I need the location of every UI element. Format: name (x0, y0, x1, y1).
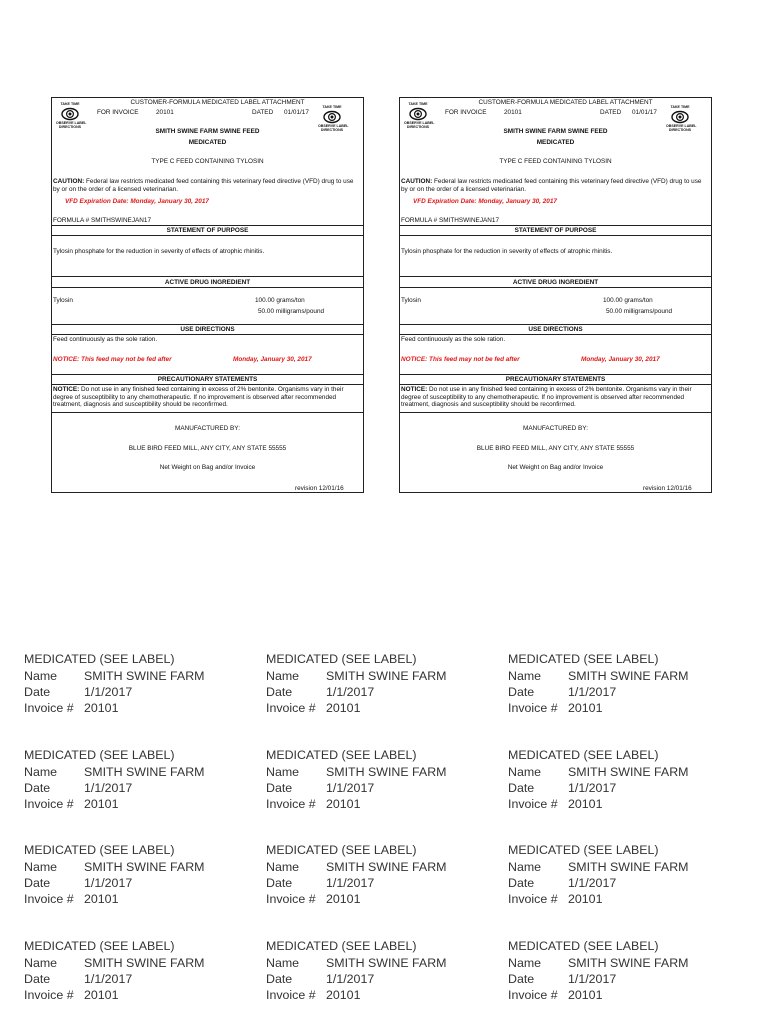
dose-grams: 100.00 grams/ton (603, 297, 653, 304)
revision: revision 12/01/16 (295, 485, 344, 492)
eye-icon (323, 110, 341, 124)
sticker-date-value: 1/1/2017 (326, 971, 375, 986)
sticker-name-value: SMITH SWINE FARM (84, 955, 205, 970)
dose-milligrams: 50.00 milligrams/pound (606, 308, 673, 315)
sticker-date-label: Date (508, 971, 535, 986)
vfd-expiration: VFD Expiration Date: Monday, January 30, 2017 (413, 198, 557, 205)
medicated-sticker (266, 748, 456, 814)
drug-name: Tylosin (53, 297, 73, 304)
eye-icon (61, 107, 79, 121)
medicated-sticker (266, 939, 456, 1005)
sticker-date-label: Date (24, 876, 51, 890)
notice-text: NOTICE: This feed may not be fed after (53, 356, 172, 363)
sticker-invoice-label: Invoice # (266, 701, 316, 715)
sticker-date-value: 1/1/2017 (568, 685, 617, 699)
sticker-invoice-label: Invoice # (24, 892, 74, 906)
sticker-date-value: 1/1/2017 (326, 685, 375, 699)
sticker-name-label: Name (508, 955, 542, 970)
purpose-heading: STATEMENT OF PURPOSE (514, 227, 597, 234)
medicated-label-right (399, 97, 712, 493)
farm-name: SMITH SWINE FARM SWINE FEED (503, 128, 608, 135)
sticker-date-value: 1/1/2017 (84, 685, 133, 699)
invoice-label: FOR INVOICE (97, 109, 139, 116)
sticker-date-label: Date (266, 780, 293, 795)
take-time-text: TAKE TIME (408, 102, 428, 106)
sticker-invoice-value: 20101 (568, 987, 603, 1002)
feed-type: TYPE C FEED CONTAINING TYLOSIN (151, 158, 264, 165)
purpose-text: Tylosin phosphate for the reduction in severity of effects of atrophic rhinitis. (53, 248, 265, 255)
sticker-date-label: Date (266, 876, 293, 890)
precaution-statement: NOTICE: Do not use in any finished feed containing in excess of 2% bentonite. Organisms vary in their degree of susceptibility to any chemotherapeutic. If no improvement is observed after recommended treatment, diagnosis and susceptibility should be reconfirmed. (53, 386, 344, 409)
sticker-name-value: SMITH SWINE FARM (326, 764, 447, 779)
sticker-title: MEDICATED (SEE LABEL) (508, 843, 659, 857)
use-text: Feed continuously as the sole ration. (53, 336, 158, 343)
sticker-name-value: SMITH SWINE FARM (326, 669, 447, 683)
label-header: CUSTOMER-FORMULA MEDICATED LABEL ATTACHMENT (130, 99, 305, 106)
use-heading: USE DIRECTIONS (528, 326, 583, 333)
sticker-name-value: SMITH SWINE FARM (326, 860, 447, 874)
medicated-sticker (24, 748, 214, 814)
drug-name: Tylosin (401, 297, 421, 304)
dated-label: DATED (600, 109, 622, 116)
sticker-date-label: Date (24, 685, 51, 699)
vfd-expiration: VFD Expiration Date: Monday, January 30, 2017 (65, 198, 209, 205)
medicated-title: MEDICATED (188, 139, 227, 146)
sticker-name-label: Name (508, 764, 542, 779)
observe-label-text: OBSERVE LABEL (56, 121, 87, 125)
sticker-invoice-label: Invoice # (508, 892, 558, 906)
observe-label-text: OBSERVE LABEL (318, 124, 349, 128)
sticker-title: MEDICATED (SEE LABEL) (24, 938, 175, 953)
sticker-date-value: 1/1/2017 (568, 780, 617, 795)
observe-label-text: OBSERVE LABEL (404, 121, 435, 125)
medicated-sticker (266, 652, 456, 718)
revision: revision 12/01/16 (643, 485, 692, 492)
sticker-date-label: Date (508, 876, 535, 890)
take-time-text: TAKE TIME (60, 102, 80, 106)
sticker-date-value: 1/1/2017 (568, 971, 617, 986)
sticker-invoice-label: Invoice # (24, 701, 74, 715)
sticker-invoice-value: 20101 (326, 701, 361, 715)
sticker-invoice-value: 20101 (326, 796, 361, 811)
purpose-text: Tylosin phosphate for the reduction in severity of effects of atrophic rhinitis. (401, 248, 613, 255)
purpose-heading: STATEMENT OF PURPOSE (166, 227, 249, 234)
sticker-date-label: Date (266, 971, 293, 986)
sticker-date-value: 1/1/2017 (326, 876, 375, 890)
sticker-date-label: Date (266, 685, 293, 699)
sticker-date-value: 1/1/2017 (84, 780, 133, 795)
sticker-invoice-value: 20101 (326, 892, 361, 906)
feed-type: TYPE C FEED CONTAINING TYLOSIN (499, 158, 612, 165)
directions-text: DIRECTIONS (668, 128, 692, 132)
directions-text: DIRECTIONS (406, 125, 430, 129)
drug-heading: ACTIVE DRUG INGREDIENT (512, 279, 599, 286)
label-header: CUSTOMER-FORMULA MEDICATED LABEL ATTACHMENT (478, 99, 653, 106)
sticker-title: MEDICATED (SEE LABEL) (266, 938, 417, 953)
sticker-title: MEDICATED (SEE LABEL) (508, 938, 659, 953)
sticker-title: MEDICATED (SEE LABEL) (266, 652, 417, 666)
medicated-label-left (51, 97, 364, 493)
sticker-title: MEDICATED (SEE LABEL) (266, 747, 417, 762)
sticker-date-label: Date (24, 971, 51, 986)
sticker-name-label: Name (24, 764, 58, 779)
sticker-name-value: SMITH SWINE FARM (568, 669, 689, 683)
drug-heading: ACTIVE DRUG INGREDIENT (164, 279, 251, 286)
sticker-title: MEDICATED (SEE LABEL) (508, 747, 659, 762)
sticker-name-label: Name (508, 860, 542, 874)
observe-label-text: OBSERVE LABEL (666, 124, 697, 128)
sticker-title: MEDICATED (SEE LABEL) (24, 652, 175, 666)
invoice-label: FOR INVOICE (445, 109, 487, 116)
invoice-number: 20101 (156, 109, 174, 116)
sticker-invoice-label: Invoice # (266, 892, 316, 906)
manufactured-by: MANUFACTURED BY: (175, 425, 240, 432)
sticker-name-label: Name (266, 860, 300, 874)
medicated-sticker (508, 939, 698, 1005)
take-time-eye-logo-right (666, 105, 697, 132)
sticker-name-label: Name (508, 669, 542, 683)
manufactured-by: MANUFACTURED BY: (523, 425, 588, 432)
sticker-name-value: SMITH SWINE FARM (568, 955, 689, 970)
sticker-invoice-label: Invoice # (508, 987, 558, 1002)
sticker-title: MEDICATED (SEE LABEL) (24, 747, 175, 762)
mill-address: BLUE BIRD FEED MILL, ANY CITY, ANY STATE 55555 (476, 445, 635, 452)
sticker-name-label: Name (266, 955, 300, 970)
sticker-name-value: SMITH SWINE FARM (568, 764, 689, 779)
sticker-name-value: SMITH SWINE FARM (568, 860, 689, 874)
medicated-sticker (266, 843, 456, 909)
notice-date: Monday, January 30, 2017 (581, 356, 660, 363)
sticker-name-value: SMITH SWINE FARM (84, 860, 205, 874)
sticker-name-value: SMITH SWINE FARM (326, 955, 447, 970)
dated-value: 01/01/17 (632, 109, 657, 116)
dose-grams: 100.00 grams/ton (255, 297, 305, 304)
sticker-invoice-label: Invoice # (266, 987, 316, 1002)
take-time-text: TAKE TIME (670, 105, 690, 109)
sticker-title: MEDICATED (SEE LABEL) (24, 843, 175, 857)
medicated-sticker (24, 843, 214, 909)
formula-number: FORMULA # SMITHSWINEJAN17 (53, 217, 152, 224)
sticker-invoice-value: 20101 (568, 701, 603, 715)
farm-name: SMITH SWINE FARM SWINE FEED (155, 128, 260, 135)
eye-icon (671, 110, 689, 124)
sticker-invoice-value: 20101 (568, 796, 603, 811)
notice-date: Monday, January 30, 2017 (233, 356, 312, 363)
sticker-name-label: Name (24, 669, 58, 683)
sticker-date-label: Date (508, 780, 535, 795)
sticker-date-value: 1/1/2017 (568, 876, 617, 890)
notice-text: NOTICE: This feed may not be fed after (401, 356, 520, 363)
directions-text: DIRECTIONS (58, 125, 82, 129)
dose-milligrams: 50.00 milligrams/pound (258, 308, 325, 315)
sticker-name-label: Name (266, 669, 300, 683)
dated-label: DATED (252, 109, 274, 116)
sticker-invoice-label: Invoice # (24, 796, 74, 811)
precaution-heading: PRECAUTIONARY STATEMENTS (157, 376, 258, 383)
precaution-statement: NOTICE: Do not use in any finished feed containing in excess of 2% bentonite. Organisms vary in their degree of susceptibility to any chemotherapeutic. If no improvement is observed after recommended treatment, diagnosis and susceptibility should be reconfirmed. (401, 386, 692, 409)
medicated-sticker (508, 652, 698, 718)
sticker-name-label: Name (266, 764, 300, 779)
net-weight: Net Weight on Bag and/or Invoice (507, 464, 604, 471)
eye-icon (409, 107, 427, 121)
sticker-date-label: Date (24, 780, 51, 795)
invoice-number: 20101 (504, 109, 522, 116)
caution-statement: CAUTION: Federal law restricts medicated feed containing this veterinary feed directive (VFD) drug to use by or on the order of a licensed veterinarian. (53, 178, 354, 193)
medicated-sticker (508, 748, 698, 814)
sticker-title: MEDICATED (SEE LABEL) (508, 652, 659, 666)
take-time-eye-logo-right (318, 105, 349, 132)
sticker-title: MEDICATED (SEE LABEL) (266, 843, 417, 857)
sticker-invoice-label: Invoice # (266, 796, 316, 811)
sticker-date-value: 1/1/2017 (326, 780, 375, 795)
sticker-invoice-label: Invoice # (24, 987, 74, 1002)
formula-number: FORMULA # SMITHSWINEJAN17 (401, 217, 500, 224)
sticker-name-value: SMITH SWINE FARM (84, 669, 205, 683)
medicated-title: MEDICATED (536, 139, 575, 146)
dated-value: 01/01/17 (284, 109, 309, 116)
mill-address: BLUE BIRD FEED MILL, ANY CITY, ANY STATE 55555 (128, 445, 287, 452)
sticker-name-label: Name (24, 860, 58, 874)
sticker-invoice-value: 20101 (326, 987, 361, 1002)
directions-text: DIRECTIONS (320, 128, 344, 132)
use-heading: USE DIRECTIONS (180, 326, 235, 333)
sticker-name-label: Name (24, 955, 58, 970)
sticker-invoice-value: 20101 (84, 987, 119, 1002)
sticker-date-value: 1/1/2017 (84, 876, 133, 890)
sticker-invoice-value: 20101 (84, 701, 119, 715)
medicated-sticker (24, 939, 214, 1005)
medicated-sticker (24, 652, 214, 718)
sticker-invoice-value: 20101 (84, 892, 119, 906)
caution-statement: CAUTION: Federal law restricts medicated feed containing this veterinary feed directive (VFD) drug to use by or on the order of a licensed veterinarian. (401, 178, 702, 193)
take-time-text: TAKE TIME (322, 105, 342, 109)
net-weight: Net Weight on Bag and/or Invoice (159, 464, 256, 471)
sticker-invoice-label: Invoice # (508, 701, 558, 715)
sticker-invoice-label: Invoice # (508, 796, 558, 811)
sticker-date-value: 1/1/2017 (84, 971, 133, 986)
medicated-sticker (508, 843, 698, 909)
sticker-invoice-value: 20101 (568, 892, 603, 906)
sticker-date-label: Date (508, 685, 535, 699)
precaution-heading: PRECAUTIONARY STATEMENTS (505, 376, 606, 383)
sticker-invoice-value: 20101 (84, 796, 119, 811)
use-text: Feed continuously as the sole ration. (401, 336, 506, 343)
sticker-name-value: SMITH SWINE FARM (84, 764, 205, 779)
